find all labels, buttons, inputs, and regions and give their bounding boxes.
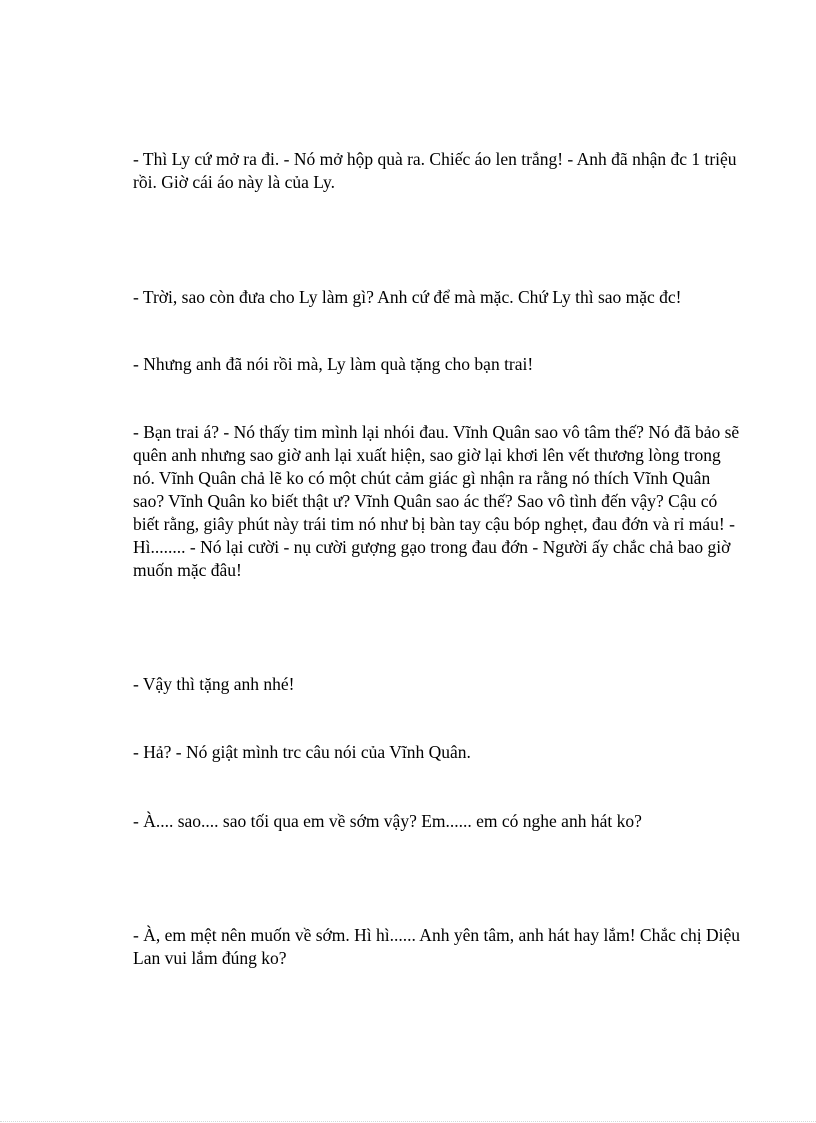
paragraph-gift-for-boyfriend: - Nhưng anh đã nói rồi mà, Ly làm quà tặng cho bạn trai! <box>133 354 534 374</box>
paragraph-startled: - Hả? - Nó giật mình trc câu nói của Vĩnh Quân. <box>133 742 471 762</box>
paragraph-tired: - À, em mệt nên muốn về sớm. Hì hì...... Anh yên tâm, anh hát hay lắm! Chắc chị Diệu Lan vui lắm đúng ko? <box>133 925 745 968</box>
paragraph-give-to-me: - Vậy thì tặng anh nhé! <box>133 674 295 694</box>
paragraph-left-early: - À.... sao.... sao tối qua em về sớm vậy? Em...... em có nghe anh hát ko? <box>133 811 642 831</box>
paragraph-heartache: - Bạn trai á? - Nó thấy tim mình lại nhói đau. Vĩnh Quân sao vô tâm thế? Nó đã bảo sẽ quên anh nhưng sao giờ anh lại xuất hiện, sao giờ lại khơi lên vết thương lòng trong nó. Vĩnh Quân chả lẽ ko có một chút cảm giác gì nhận ra rằng nó thích Vĩnh Quân sao? Vĩnh Quân ko biết thật ư? Vĩnh Quân sao ác thế? Sao vô tình đến vậy? Cậu có biết rằng, giây phút này trái tim nó như bị bàn tay cậu bóp nghẹt, đau đớn và rỉ máu! - Hì........ - Nó lại cười - nụ cười gượng gạo trong đau đớn - Người ấy chắc chả bao giờ muốn mặc đâu! <box>133 422 744 580</box>
paragraph-gift-opened: - Thì Ly cứ mở ra đi. - Nó mở hộp quà ra. Chiếc áo len trắng! - Anh đã nhận đc 1 triệu rồi. Giờ cái áo này là của Ly. <box>133 149 741 192</box>
paragraph-why-give-back: - Trời, sao còn đưa cho Ly làm gì? Anh cứ để mà mặc. Chứ Ly thì sao mặc đc! <box>133 287 682 307</box>
page-bottom-divider <box>0 1121 816 1122</box>
